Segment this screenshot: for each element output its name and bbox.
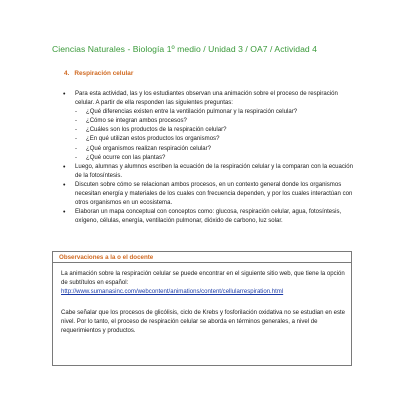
question-item: - ¿Cómo se integran ambos procesos? [75, 117, 353, 126]
list-item-text: Luego, alumnas y alumnos escriben la ecuación de la respiración celular y la comparan con la ecuación de la fotosíntesis. [75, 163, 353, 179]
question-item: - ¿En qué utilizan estos productos los organismos? [75, 135, 353, 144]
list-item [63, 181, 353, 208]
list-item [63, 90, 353, 163]
list-item-text: Para esta actividad, las y los estudiantes observan una animación sobre el proceso de respiración celular. A partir de ella responden las siguientes preguntas: [75, 91, 338, 107]
activity-list [63, 90, 353, 226]
question-item: - ¿Qué diferencias existen entre la ventilación pulmonar y la respiración celular? [75, 108, 353, 117]
list-item [63, 163, 353, 181]
section-heading [64, 70, 133, 77]
observations-header [53, 252, 351, 263]
list-item-text: Elaboran un mapa conceptual con conceptos como: glucosa, respiración celular, agua, fotosíntesis, oxígeno, células, energía, ventilación pulmonar, dióxido de carbono, luz solar. [75, 209, 342, 225]
list-item [63, 208, 353, 226]
animation-link[interactable]: http://www.sumanasinc.com/webcontent/animations/content/cellularrespiration.html [61, 289, 284, 295]
observations-paragraph [61, 270, 349, 297]
question-item: - ¿Qué ocurre con las plantas? [75, 154, 353, 163]
list-item-text: Discuten sobre cómo se relacionan ambos procesos, en un contexto general donde los organismos necesitan energía y materiales de los cuales con frecuencia dependen, y por los cuales interactúan con otros organismos en un ecosistema. [75, 181, 353, 207]
question-item: - ¿Qué organismos realizan respiración celular? [75, 145, 353, 154]
question-item: - ¿Cuáles son los productos de la respiración celular? [75, 126, 353, 135]
section-title: Respiración celular [74, 70, 134, 77]
page-header: Ciencias Naturales - Biología 1º medio / Unidad 3 / OA7 / Actividad 4 [52, 44, 318, 54]
observations-box [52, 251, 352, 366]
section-number: 4. [64, 70, 70, 77]
observations-text: La animación sobre la respiración celular se puede encontrar en el siguiente sitio web, que tiene la opción de subtítulos en español: [61, 271, 345, 286]
observations-paragraph-2: Cabe señalar que los procesos de glicólisis, ciclo de Krebs y fosforilación oxidativa no se estudian en este nivel. Por lo tanto, el proceso de respiración celular se aborda en términos generales, a nivel de requerimientos y productos. [61, 310, 346, 334]
question-list [75, 108, 353, 163]
observations-title: Observaciones a la o el docente [59, 254, 154, 261]
